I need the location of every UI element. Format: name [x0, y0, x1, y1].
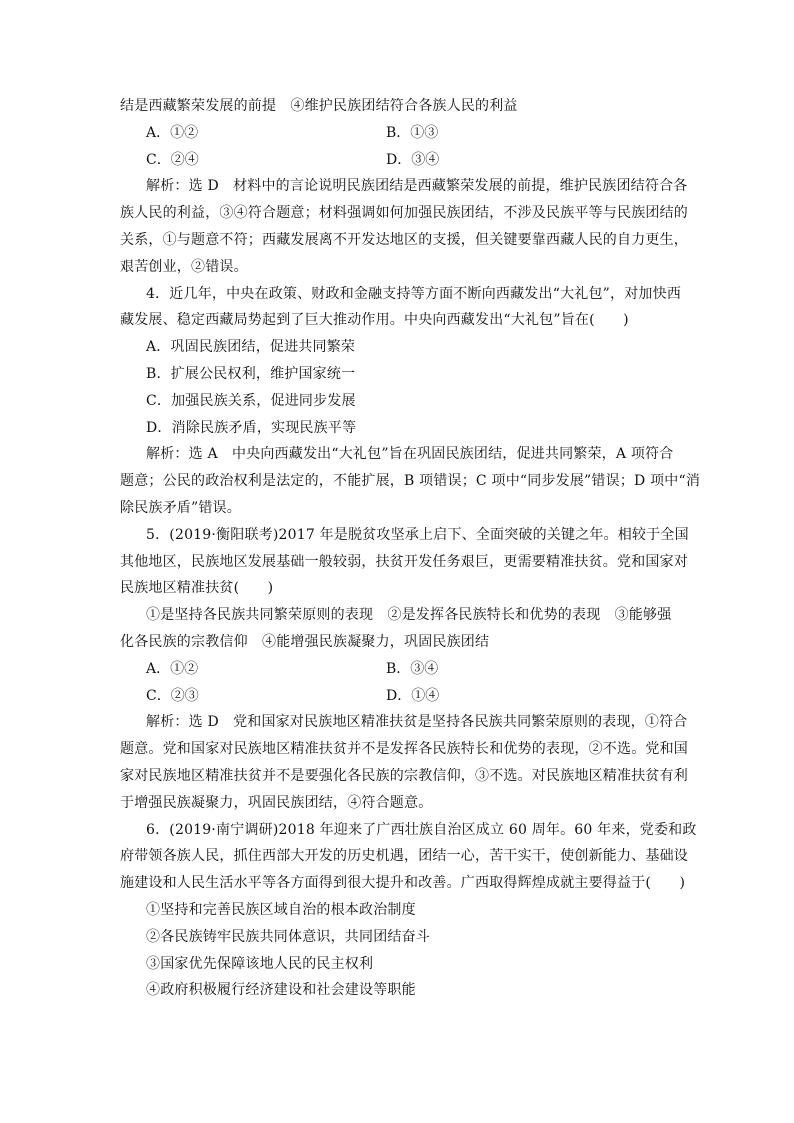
q4-option-a[interactable]: A．巩固民族团结，促进共同繁荣	[146, 339, 356, 356]
q3-option-c[interactable]: C．②④	[146, 151, 199, 168]
q4-option-b[interactable]: B．扩展公民权利，维护国家统一	[146, 365, 356, 382]
q6-item: ①坚持和完善民族区域自治的根本政治制度	[146, 901, 416, 918]
q6-stem-line: 施建设和人民生活水平等各方面得到很大提升和改善。广西取得辉煌成就主要得益于( )	[120, 875, 686, 892]
q3-analysis-line: 艰苦创业，②错误。	[120, 258, 248, 275]
q3-option-b[interactable]: B．①③	[386, 124, 439, 141]
q4-analysis-line: 解析：选 A 中央向西藏发出“大礼包”旨在巩固民族团结，促进共同繁荣，A 项符合	[146, 446, 674, 463]
q5-options-row-2	[120, 683, 676, 710]
q5-stem-line: 5．(2019·衡阳联考)2017 年是脱贫攻坚承上启下、全面突破的关键之年。相较于全国	[146, 526, 689, 543]
q5-option-d[interactable]: D．①④	[386, 687, 440, 704]
q4-analysis-line: 题意；公民的政治权利是法定的，不能扩展，B 项错误；C 项中“同步发展”错误；D 项中“消	[120, 473, 701, 490]
q3-analysis-line: 关系，①与题意不符；西藏发展离不开发达地区的支援，但关键要靠西藏人民的自力更生，	[120, 231, 688, 248]
q6-item: ②各民族铸牢民族共同体意识，共同团结奋斗	[146, 928, 430, 945]
q5-item-line: ①是坚持各民族共同繁荣原则的表现 ②是发挥各民族特长和优势的表现 ③能够强	[146, 607, 672, 624]
q4-stem-line: 藏发展、稳定西藏局势起到了巨大推动作用。中央向西藏发出“大礼包”旨在( )	[120, 312, 629, 329]
q6-item: ④政府积极履行经济建设和社会建设等职能	[146, 982, 416, 999]
q5-item-line: 化各民族的宗教信仰 ④能增强民族凝聚力，巩固民族团结	[120, 633, 490, 650]
q3-options-row-2	[120, 147, 676, 174]
q3-analysis-line: 解析：选 D 材料中的言论说明民族团结是西藏繁荣发展的前提，维护民族团结符合各	[146, 178, 688, 195]
q5-options-row-1	[120, 656, 676, 683]
q6-item: ③国家优先保障该地人民的民主权利	[146, 955, 374, 972]
q5-option-a[interactable]: A．①②	[146, 660, 199, 677]
q5-analysis-line: 解析：选 D 党和国家对民族地区精准扶贫是坚持各民族共同繁荣原则的表现，①符合	[146, 714, 688, 731]
q5-analysis-line: 家对民族地区精准扶贫并不是要强化各民族的宗教信仰，③不选。对民族地区精准扶贫有利	[120, 767, 688, 784]
q4-stem-line: 4．近几年，中央在政策、财政和金融支持等方面不断向西藏发出“大礼包”，对加快西	[146, 285, 682, 302]
q5-stem-line: 民族地区精准扶贫( )	[120, 580, 274, 597]
q5-analysis-line: 于增强民族凝聚力，巩固民族团结，④符合题意。	[120, 794, 433, 811]
q5-stem-line: 其他地区，民族地区发展基础一般较弱，扶贫开发任务艰巨，更需要精准扶贫。党和国家对	[120, 553, 688, 570]
q6-stem-line: 府带领各族人民，抓住西部大开发的历史机遇，团结一心，苦干实干，使创新能力、基础设	[120, 848, 688, 865]
q4-option-c[interactable]: C．加强民族关系，促进同步发展	[146, 392, 356, 409]
q5-option-b[interactable]: B．③④	[386, 660, 439, 677]
q4-analysis-line: 除民族矛盾”错误。	[120, 499, 241, 516]
q3-analysis-line: 族人民的利益，③④符合题意；材料强调如何加强民族团结，不涉及民族平等与民族团结的	[120, 205, 688, 222]
q5-option-c[interactable]: C．②③	[146, 687, 199, 704]
q3-option-d[interactable]: D．③④	[386, 151, 440, 168]
q6-stem-line: 6．(2019·南宁调研)2018 年迎来了广西壮族自治区成立 60 周年。60 年来，党委和政	[146, 821, 697, 838]
q5-analysis-line: 题意。党和国家对民族地区精准扶贫并不是发挥各民族特长和优势的表现，②不选。党和国	[120, 741, 688, 758]
q3-option-a[interactable]: A．①②	[146, 124, 199, 141]
document-page	[120, 93, 701, 1004]
q4-option-d[interactable]: D．消除民族矛盾，实现民族平等	[146, 419, 357, 436]
q3-options-row-1	[120, 120, 676, 147]
q3-stem-end: 结是西藏繁荣发展的前提 ④维护民族团结符合各族人民的利益	[120, 98, 518, 114]
